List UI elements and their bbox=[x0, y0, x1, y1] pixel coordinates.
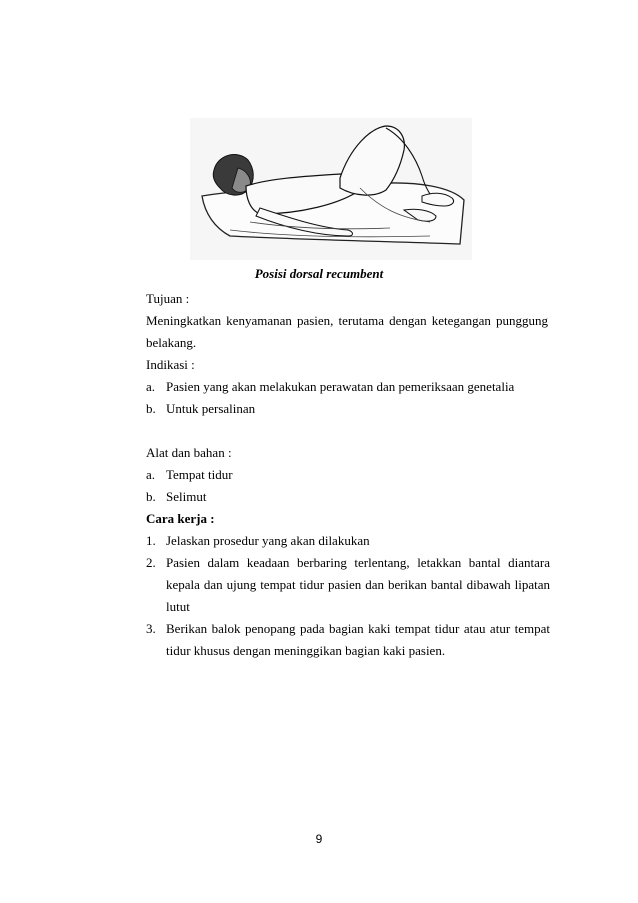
list-marker: b. bbox=[146, 401, 156, 416]
list-marker: a. bbox=[146, 379, 156, 394]
list-text-line: Pasien dalam keadaan berbaring terlentang, letakkan bantal diantara bbox=[166, 555, 550, 570]
list-text-line: tidur khusus dengan meninggikan bagian kaki pasien. bbox=[166, 643, 446, 658]
list-marker: 1. bbox=[146, 533, 156, 548]
list-text: Jelaskan prosedur yang akan dilakukan bbox=[166, 533, 370, 548]
list-text: Tempat tidur bbox=[166, 467, 233, 482]
page-number: 9 bbox=[315, 832, 323, 846]
tujuan-heading: Tujuan : bbox=[146, 291, 190, 306]
list-marker: b. bbox=[146, 489, 156, 504]
alat-heading: Alat dan bahan : bbox=[146, 445, 232, 460]
list-marker: 3. bbox=[146, 621, 156, 636]
cara-kerja-heading: Cara kerja : bbox=[146, 511, 215, 526]
indikasi-heading: Indikasi : bbox=[146, 357, 195, 372]
list-marker: 2. bbox=[146, 555, 156, 570]
patient-drawing bbox=[190, 118, 472, 260]
list-text-line: lutut bbox=[166, 599, 190, 614]
list-text: Selimut bbox=[166, 489, 207, 504]
tujuan-paragraph-line1: Meningkatkan kenyamanan pasien, terutama dengan ketegangan punggung bbox=[146, 313, 548, 328]
list-text: Untuk persalinan bbox=[166, 401, 256, 416]
figure-caption: Posisi dorsal recumbent bbox=[254, 266, 384, 281]
list-text-line: Berikan balok penopang pada bagian kaki tempat tidur atau atur tempat bbox=[166, 621, 550, 636]
list-text-line: kepala dan ujung tempat tidur pasien dan berikan bantal dibawah lipatan bbox=[166, 577, 550, 592]
dorsal-recumbent-illustration bbox=[190, 118, 472, 260]
tujuan-paragraph-line2: belakang. bbox=[146, 335, 197, 350]
list-text: Pasien yang akan melakukan perawatan dan pemeriksaan genetalia bbox=[166, 379, 515, 394]
list-marker: a. bbox=[146, 467, 156, 482]
